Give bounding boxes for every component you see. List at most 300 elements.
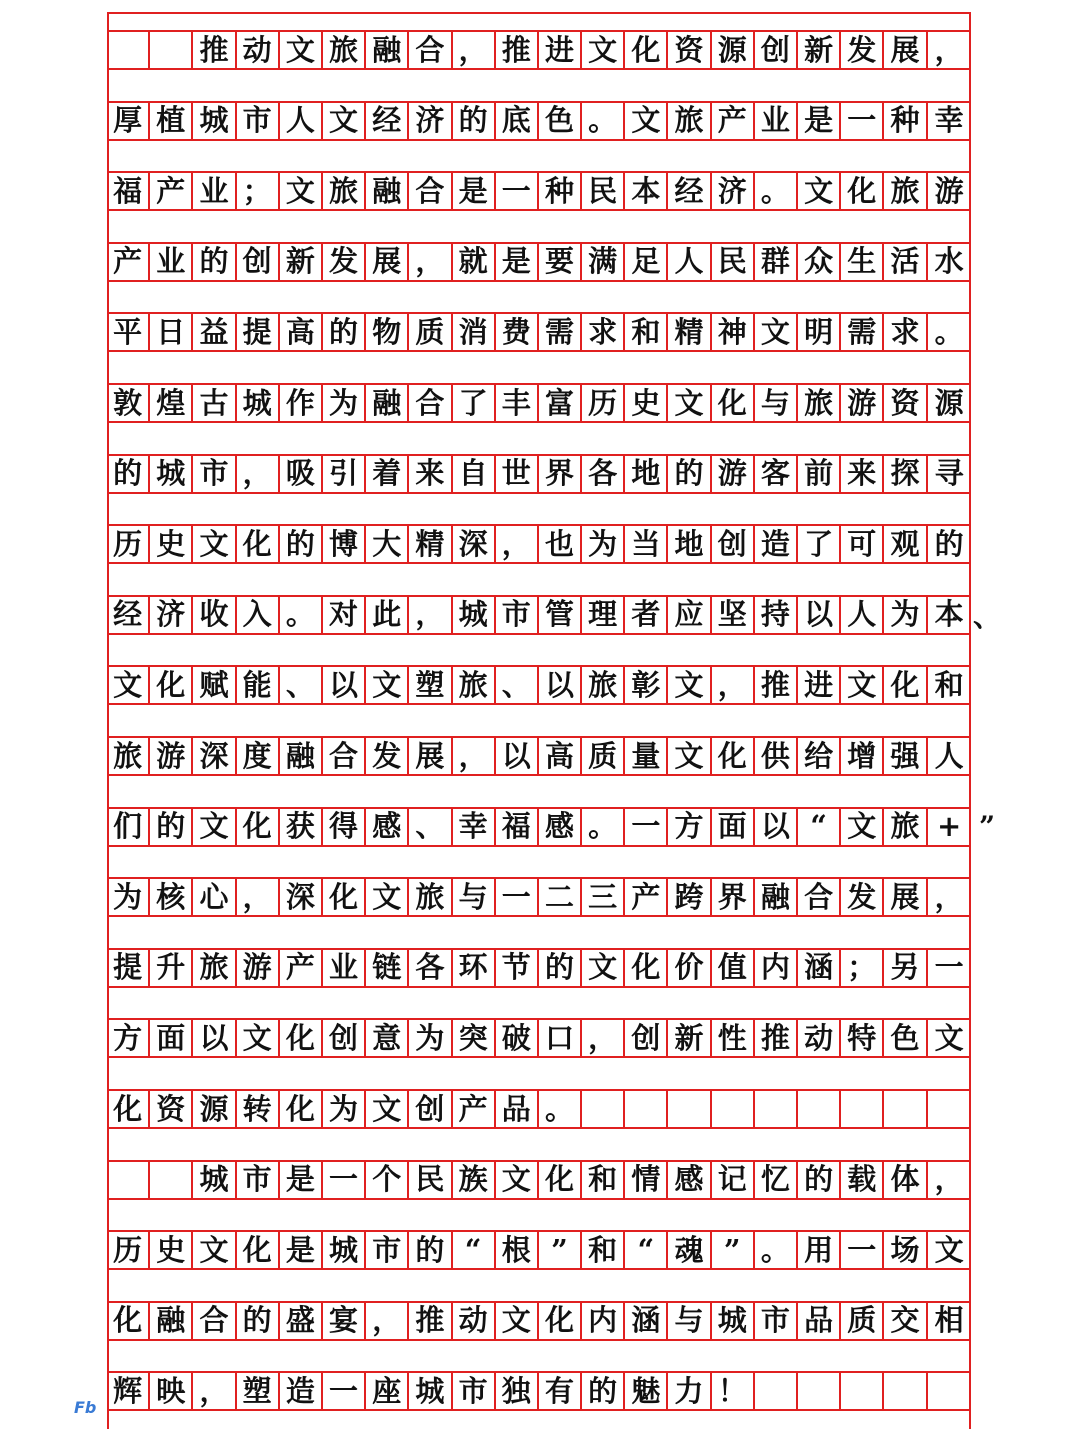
grid-row	[107, 312, 971, 352]
grid-cell: 底	[496, 103, 539, 139]
grid-cell	[755, 1373, 798, 1409]
grid-cell: 文	[366, 667, 409, 703]
grid-cell: 获	[280, 809, 323, 845]
grid-cell: 旅	[884, 809, 927, 845]
grid-cell: 涵	[625, 1303, 668, 1339]
grid-cell: 、	[496, 667, 539, 703]
grid-cell: 记	[712, 1162, 755, 1198]
grid-cell: 化	[150, 667, 193, 703]
grid-cell: 史	[625, 385, 668, 421]
grid-cell: 。	[280, 597, 323, 633]
grid-cell: 三	[582, 879, 625, 915]
grid-cell: 文	[366, 1091, 409, 1127]
grid-cell: 生	[841, 244, 884, 280]
grid-cell: 资	[884, 385, 927, 421]
grid-cell: 文	[668, 738, 711, 774]
grid-cell: ，	[712, 667, 755, 703]
grid-cell: 创	[625, 1020, 668, 1056]
grid-cell	[625, 1091, 668, 1127]
grid-cell: 以	[193, 1020, 236, 1056]
grid-cell: 是	[798, 103, 841, 139]
grid-cell: 一	[841, 103, 884, 139]
grid-cell: 的	[323, 314, 366, 350]
grid-cell: 精	[409, 526, 452, 562]
grid-cell: 深	[193, 738, 236, 774]
grid-cell: 高	[280, 314, 323, 350]
grid-cell: 。	[582, 809, 625, 845]
grid-cell: 旅	[323, 173, 366, 209]
grid-cell: 城	[409, 1373, 452, 1409]
grid-cell: 市	[496, 597, 539, 633]
grid-cell: 忆	[755, 1162, 798, 1198]
grid-cell: 文	[668, 385, 711, 421]
grid-cell: 的	[409, 1232, 452, 1268]
grid-row	[107, 807, 971, 847]
grid-cell: 益	[193, 314, 236, 350]
grid-cell: 一	[934, 950, 964, 985]
grid-cell: 管	[539, 597, 582, 633]
grid-cell: 城	[712, 1303, 755, 1339]
grid-cell: 创	[409, 1091, 452, 1127]
grid-cell: 化	[323, 879, 366, 915]
grid-cell: 求	[582, 314, 625, 350]
grid-cell: 丰	[496, 385, 539, 421]
grid-cell: ，	[193, 1373, 236, 1409]
grid-cell: 新	[668, 1020, 711, 1056]
grid-cell	[798, 1091, 841, 1127]
grid-cell: 产	[280, 950, 323, 986]
grid-cell	[712, 1091, 755, 1127]
grid-cell: 化	[237, 809, 280, 845]
grid-cell: 文	[366, 879, 409, 915]
grid-cell: 城	[323, 1232, 366, 1268]
grid-cell: 特	[841, 1020, 884, 1056]
grid-cell: 市	[193, 456, 236, 492]
grid-cell: 推	[755, 667, 798, 703]
grid-cell: 文	[668, 667, 711, 703]
grid-cell: 探	[884, 456, 927, 492]
grid-cell: 感	[366, 809, 409, 845]
grid-cell: 城	[193, 103, 236, 139]
grid-cell: 地	[625, 456, 668, 492]
grid-cell: 业	[755, 103, 798, 139]
grid-cell: 魂	[668, 1232, 711, 1268]
grid-cell: 游	[237, 950, 280, 986]
grid-cell: 场	[884, 1232, 927, 1268]
grid-cell: ，	[934, 879, 964, 914]
grid-cell: 前	[798, 456, 841, 492]
grid-cell: 着	[366, 456, 409, 492]
grid-cell: 幸	[453, 809, 496, 845]
grid-cell: 质	[841, 1303, 884, 1339]
grid-cell: 有	[539, 1373, 582, 1409]
grid-cell: 以	[539, 667, 582, 703]
grid-cell: 以	[323, 667, 366, 703]
grid-cell: 品	[496, 1091, 539, 1127]
grid-cell: 创	[712, 526, 755, 562]
grid-cell: 了	[453, 385, 496, 421]
grid-cell: 资	[668, 32, 711, 68]
grid-cell: 化	[280, 1091, 323, 1127]
grid-cell	[107, 32, 150, 68]
grid-cell: ，	[934, 1162, 964, 1197]
grid-cell: 根	[496, 1232, 539, 1268]
grid-cell: 大	[366, 526, 409, 562]
grid-cell: 神	[712, 314, 755, 350]
grid-cell: 福	[107, 173, 150, 209]
grid-cell: 种	[539, 173, 582, 209]
grid-cell: 以	[755, 809, 798, 845]
grid-cell	[841, 1091, 884, 1127]
grid-cell: 历	[582, 385, 625, 421]
grid-cell: 足	[625, 244, 668, 280]
grid-cell: 城	[453, 597, 496, 633]
grid-cell: ，	[582, 1020, 625, 1056]
grid-cell	[841, 1373, 884, 1409]
grid-cell: 费	[496, 314, 539, 350]
grid-cell: 意	[366, 1020, 409, 1056]
grid-cell: 的	[193, 244, 236, 280]
grid-cell: 日	[150, 314, 193, 350]
grid-cell: 引	[323, 456, 366, 492]
grid-cell: 辉	[107, 1373, 150, 1409]
grid-cell: 人	[668, 244, 711, 280]
grid-cell: 独	[496, 1373, 539, 1409]
grid-cell: 融	[755, 879, 798, 915]
grid-cell: 水	[934, 244, 964, 279]
grid-cell: 福	[496, 809, 539, 845]
grid-cell: 宴	[323, 1303, 366, 1339]
grid-cell: 植	[150, 103, 193, 139]
grid-cell: 族	[453, 1162, 496, 1198]
grid-cell: 应	[668, 597, 711, 633]
grid-cell: 动	[453, 1303, 496, 1339]
grid-cell: ；	[237, 173, 280, 209]
grid-cell: 平	[107, 314, 150, 350]
grid-cell: 文	[193, 809, 236, 845]
grid-cell: 内	[755, 950, 798, 986]
grid-cell: 化	[539, 1303, 582, 1339]
grid-cell: ，	[453, 738, 496, 774]
margin-punctuation: ”	[978, 810, 996, 844]
grid-cell: 合	[323, 738, 366, 774]
grid-cell: 化	[625, 32, 668, 68]
grid-cell: 一	[625, 809, 668, 845]
grid-cell: 市	[237, 103, 280, 139]
grid-cell: 质	[582, 738, 625, 774]
grid-cell: 面	[712, 809, 755, 845]
grid-cell: 和	[934, 667, 964, 702]
grid-row	[107, 524, 971, 564]
grid-cell: 市	[237, 1162, 280, 1198]
grid-cell: 源	[712, 32, 755, 68]
grid-cell: 文	[496, 1303, 539, 1339]
grid-cell: 寻	[934, 456, 964, 491]
grid-cell: 能	[237, 667, 280, 703]
grid-cell: 旅	[409, 879, 452, 915]
grid-cell: 文	[841, 667, 884, 703]
grid-cell: 。	[755, 173, 798, 209]
grid-row	[107, 1371, 971, 1411]
grid-cell: 物	[366, 314, 409, 350]
grid-cell: 文	[193, 1232, 236, 1268]
grid-cell: 历	[107, 526, 150, 562]
grid-cell: 产	[150, 173, 193, 209]
grid-cell: 发	[323, 244, 366, 280]
grid-cell: 各	[409, 950, 452, 986]
grid-cell: 一	[496, 173, 539, 209]
grid-cell: 涵	[798, 950, 841, 986]
grid-cell: 旅	[193, 950, 236, 986]
grid-cell: 世	[496, 456, 539, 492]
grid-cell: 济	[712, 173, 755, 209]
grid-cell: 吸	[280, 456, 323, 492]
grid-cell: 民	[409, 1162, 452, 1198]
grid-cell	[928, 1373, 971, 1409]
grid-cell: 化	[712, 385, 755, 421]
grid-cell: 化	[280, 1020, 323, 1056]
grid-cell: 融	[150, 1303, 193, 1339]
grid-cell: 就	[453, 244, 496, 280]
grid-cell: 。	[934, 314, 964, 349]
grid-cell: ！	[712, 1373, 755, 1409]
grid-cell: 相	[934, 1303, 964, 1338]
grid-cell: 提	[107, 950, 150, 986]
grid-cell: “	[453, 1232, 496, 1268]
grid-cell: 消	[453, 314, 496, 350]
grid-cell: 性	[712, 1020, 755, 1056]
grid-cell: 民	[582, 173, 625, 209]
grid-cell: 。	[755, 1232, 798, 1268]
grid-cell: 突	[453, 1020, 496, 1056]
grid-cell: 要	[539, 244, 582, 280]
grid-cell: 动	[798, 1020, 841, 1056]
grid-cell: 文	[107, 667, 150, 703]
grid-cell: 破	[496, 1020, 539, 1056]
grid-cell: 方	[668, 809, 711, 845]
grid-cell: 资	[150, 1091, 193, 1127]
grid-cell: 合	[798, 879, 841, 915]
grid-cell: 文	[625, 103, 668, 139]
grid-cell: 情	[625, 1162, 668, 1198]
grid-cell: 对	[323, 597, 366, 633]
grid-cell: ，	[496, 526, 539, 562]
grid-cell: 产	[625, 879, 668, 915]
grid-cell: 盛	[280, 1303, 323, 1339]
grid-cell: 融	[280, 738, 323, 774]
grid-cell: 的	[453, 103, 496, 139]
grid-cell: 经	[107, 597, 150, 633]
grid-cell: 合	[409, 173, 452, 209]
grid-cell: 为	[323, 385, 366, 421]
grid-cell: 众	[798, 244, 841, 280]
grid-cell: 为	[323, 1091, 366, 1127]
grid-cell: 提	[237, 314, 280, 350]
grid-cell: 动	[237, 32, 280, 68]
grid-cell: 得	[323, 809, 366, 845]
grid-cell	[668, 1091, 711, 1127]
grid-cell: 的	[107, 456, 150, 492]
grid-cell: 文	[582, 950, 625, 986]
grid-cell: 文	[280, 32, 323, 68]
grid-cell: 环	[453, 950, 496, 986]
grid-cell: 为	[107, 879, 150, 915]
grid-cell: 品	[798, 1303, 841, 1339]
grid-cell: 是	[453, 173, 496, 209]
grid-cell: 厚	[107, 103, 150, 139]
grid-row	[107, 1018, 971, 1058]
grid-cell: 济	[409, 103, 452, 139]
grid-cell: 观	[884, 526, 927, 562]
grid-cell: 赋	[193, 667, 236, 703]
grid-row	[107, 665, 971, 705]
grid-cell: 融	[366, 385, 409, 421]
grid-cell: 另	[884, 950, 927, 986]
grid-cell: 交	[884, 1303, 927, 1339]
grid-cell: 业	[323, 950, 366, 986]
grid-cell: 进	[798, 667, 841, 703]
grid-cell: 明	[798, 314, 841, 350]
grid-cell: 展	[366, 244, 409, 280]
grid-cell	[150, 1162, 193, 1198]
grid-cell: 化	[107, 1303, 150, 1339]
grid-cell: 质	[409, 314, 452, 350]
grid-cell: 产	[712, 103, 755, 139]
grid-cell: 本	[625, 173, 668, 209]
grid-cell: 力	[668, 1373, 711, 1409]
grid-cell: 种	[884, 103, 927, 139]
grid-cell: 需	[841, 314, 884, 350]
grid-cell	[884, 1091, 927, 1127]
grid-cell: 魅	[625, 1373, 668, 1409]
grid-cell: 也	[539, 526, 582, 562]
grid-cell: 文	[755, 314, 798, 350]
grid-cell: 为	[884, 597, 927, 633]
grid-cell: 博	[323, 526, 366, 562]
grid-cell: 文	[496, 1162, 539, 1198]
grid-cell: 化	[625, 950, 668, 986]
grid-cell: 游	[841, 385, 884, 421]
grid-cell: 。	[582, 103, 625, 139]
grid-cell: 业	[193, 173, 236, 209]
grid-cell: 与	[668, 1303, 711, 1339]
grid-cell: 作	[280, 385, 323, 421]
grid-cell: 供	[755, 738, 798, 774]
grid-frame	[107, 12, 971, 1429]
grid-cell: 链	[366, 950, 409, 986]
grid-cell: 煌	[150, 385, 193, 421]
grid-cell: 市	[453, 1373, 496, 1409]
grid-cell: 旅	[107, 738, 150, 774]
grid-cell: 化	[884, 667, 927, 703]
grid-cell: 合	[193, 1303, 236, 1339]
grid-cell: ，	[237, 879, 280, 915]
grid-cell: 游	[712, 456, 755, 492]
grid-cell	[582, 1091, 625, 1127]
grid-cell: ，	[237, 456, 280, 492]
grid-cell: 满	[582, 244, 625, 280]
grid-cell: 合	[409, 385, 452, 421]
grid-cell: 以	[496, 738, 539, 774]
grid-cell: 客	[755, 456, 798, 492]
grid-cell: 文	[582, 32, 625, 68]
grid-cell: 升	[150, 950, 193, 986]
grid-cell: 创	[755, 32, 798, 68]
grid-cell: 跨	[668, 879, 711, 915]
grid-cell: 的	[237, 1303, 280, 1339]
grid-cell: 深	[280, 879, 323, 915]
grid-cell: 游	[150, 738, 193, 774]
grid-row	[107, 1230, 971, 1270]
grid-cell: 市	[755, 1303, 798, 1339]
grid-cell: 旅	[798, 385, 841, 421]
grid-cell: 化	[712, 738, 755, 774]
grid-row	[107, 454, 971, 494]
grid-cell: 进	[539, 32, 582, 68]
grid-cell: ”	[712, 1232, 755, 1268]
grid-cell: ，	[934, 32, 964, 67]
grid-cell: 彰	[625, 667, 668, 703]
grid-cell: 造	[280, 1373, 323, 1409]
grid-cell: 当	[625, 526, 668, 562]
grid-cell: 座	[366, 1373, 409, 1409]
grid-cell: 化	[237, 1232, 280, 1268]
grid-cell: 给	[798, 738, 841, 774]
grid-cell: 内	[582, 1303, 625, 1339]
grid-cell: 幸	[934, 103, 964, 138]
grid-cell: 精	[668, 314, 711, 350]
grid-cell: 自	[453, 456, 496, 492]
grid-cell: 一	[841, 1232, 884, 1268]
grid-cell: 游	[934, 173, 964, 208]
grid-cell: 入	[237, 597, 280, 633]
grid-cell: 发	[841, 879, 884, 915]
grid-cell: ，	[409, 597, 452, 633]
grid-cell: 、	[280, 667, 323, 703]
grid-row	[107, 1160, 971, 1200]
grid-cell: 业	[150, 244, 193, 280]
grid-cell: 城	[150, 456, 193, 492]
grid-cell: 合	[409, 32, 452, 68]
grid-row	[107, 171, 971, 211]
grid-cell: 增	[841, 738, 884, 774]
grid-cell: 的	[798, 1162, 841, 1198]
grid-cell: 来	[841, 456, 884, 492]
grid-cell: 地	[668, 526, 711, 562]
grid-cell: 深	[453, 526, 496, 562]
grid-cell: 文	[237, 1020, 280, 1056]
grid-cell: 载	[841, 1162, 884, 1198]
grid-cell: 人	[934, 738, 964, 773]
grid-cell: 史	[150, 526, 193, 562]
grid-cell	[755, 1091, 798, 1127]
grid-cell: 价	[668, 950, 711, 986]
grid-row	[107, 877, 971, 917]
grid-cell: 与	[755, 385, 798, 421]
grid-cell: 源	[934, 385, 964, 420]
grid-cell: 的	[280, 526, 323, 562]
grid-cell: “	[625, 1232, 668, 1268]
grid-cell: 为	[582, 526, 625, 562]
grid-cell: 是	[496, 244, 539, 280]
grid-cell: 济	[150, 597, 193, 633]
grid-cell: 民	[712, 244, 755, 280]
grid-cell: 感	[539, 809, 582, 845]
grid-row	[107, 595, 971, 635]
grid-cell: 产	[107, 244, 150, 280]
grid-cell: 面	[150, 1020, 193, 1056]
grid-cell: 展	[884, 32, 927, 68]
